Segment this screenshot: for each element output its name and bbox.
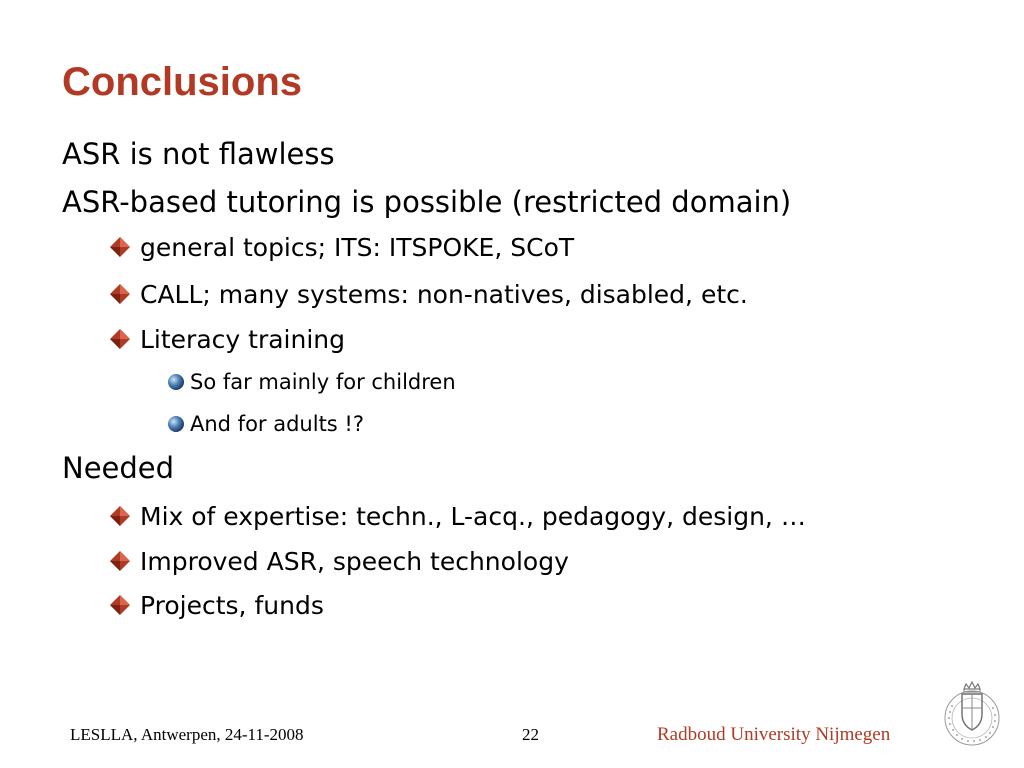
diamond-bullet-icon bbox=[108, 593, 132, 617]
diamond-bullet-icon bbox=[108, 282, 132, 306]
bullet-level2 bbox=[108, 543, 569, 579]
bullet-level2 bbox=[108, 229, 574, 265]
bullet-text: Projects, funds bbox=[140, 590, 324, 620]
bullet-text: Mix of expertise: techn., L-acq., pedagogy, design, … bbox=[140, 501, 806, 531]
diamond-bullet-icon bbox=[108, 327, 132, 351]
bullet-text: ASR-based tutoring is possible (restricted domain) bbox=[62, 185, 792, 219]
bullet-text: Literacy training bbox=[140, 324, 345, 354]
diamond-bullet-icon bbox=[108, 235, 132, 259]
bullet-text: ASR is not flawless bbox=[62, 137, 335, 171]
slide-title: Conclusions bbox=[62, 60, 303, 104]
bullet-text: CALL; many systems: non-natives, disabled, etc. bbox=[140, 279, 748, 309]
bullet-level1 bbox=[62, 182, 791, 222]
footer-event: LESLLA, Antwerpen, 24-11-2008 bbox=[70, 725, 304, 744]
university-crest-icon bbox=[942, 680, 1002, 748]
bullet-level2 bbox=[108, 587, 324, 623]
diamond-bullet-icon bbox=[108, 549, 132, 573]
bullet-level2 bbox=[108, 276, 748, 312]
ball-bullet-icon bbox=[166, 372, 186, 392]
page-number: 22 bbox=[522, 725, 539, 744]
bullet-text: Needed bbox=[62, 451, 175, 485]
bullet-text: Improved ASR, speech technology bbox=[140, 546, 569, 576]
ball-bullet-icon bbox=[166, 414, 186, 434]
bullet-level3 bbox=[166, 409, 364, 439]
diamond-bullet-icon bbox=[108, 504, 132, 528]
bullet-level1 bbox=[62, 448, 174, 488]
bullet-level3 bbox=[166, 367, 456, 397]
bullet-level2 bbox=[108, 498, 806, 534]
bullet-text: And for adults !? bbox=[190, 412, 364, 436]
bullet-level2 bbox=[108, 321, 345, 357]
bullet-text: So far mainly for children bbox=[190, 370, 456, 394]
footer-institution: Radboud University Nijmegen bbox=[657, 724, 891, 745]
bullet-level1 bbox=[62, 134, 335, 174]
bullet-text: general topics; ITS: ITSPOKE, SCoT bbox=[140, 232, 575, 262]
